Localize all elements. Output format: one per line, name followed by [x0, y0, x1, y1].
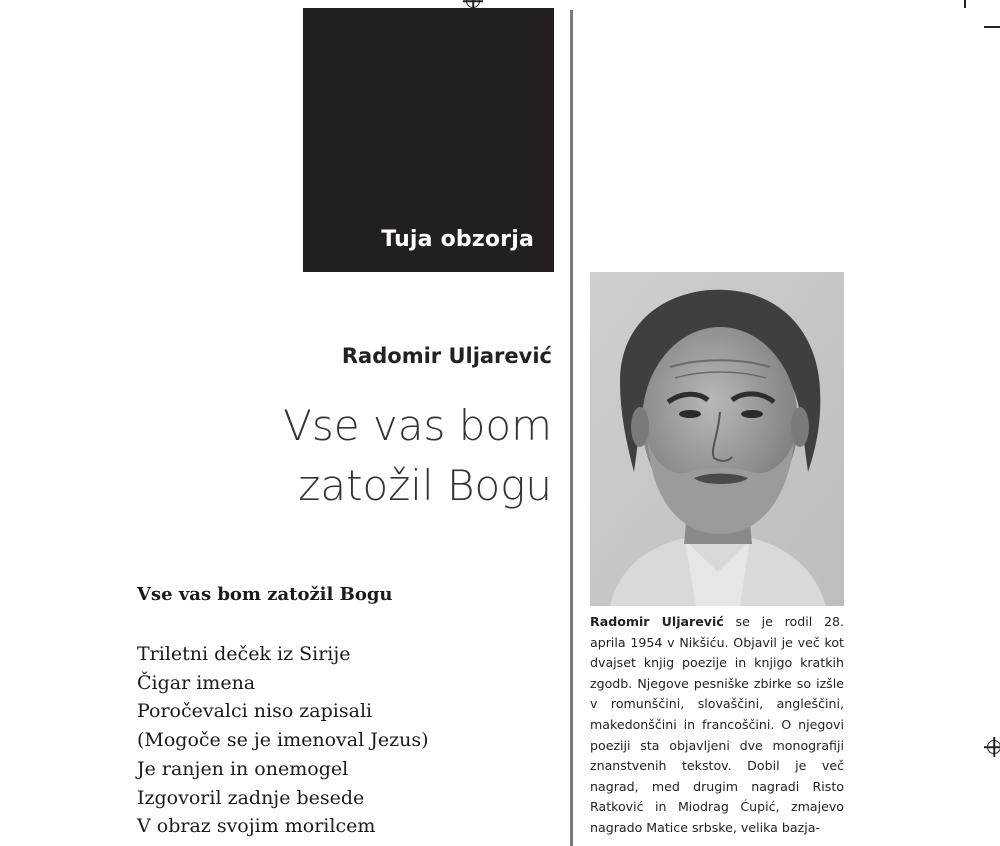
- column-divider: [570, 10, 573, 846]
- author-name: Radomir Uljarević: [341, 344, 552, 368]
- poem-line: Poročevalci niso zapisali: [137, 700, 373, 723]
- poem-title-large: [283, 396, 552, 516]
- crop-mark-top-right-horizontal: [984, 26, 1000, 28]
- section-header-box: [303, 8, 554, 272]
- poem-line: Čigar imena: [137, 671, 256, 694]
- author-portrait-icon: [590, 272, 844, 606]
- poem-title-line-2: zatožil Bogu: [298, 461, 552, 510]
- poem-title-line-1: Vse vas bom: [283, 401, 552, 450]
- poem-heading: Vse vas bom zatožil Bogu: [137, 584, 393, 605]
- poem-body: [137, 640, 429, 841]
- bio-text: se je rodil 28. aprila 1954 v Nikšiću. Objavil je več kot dvajset knjig poezije in knjigo kratkih zgodb. Njegove pesniške zbirke so izšle v romunščini, slovaščini, angleščini, makedonščini in francoščini. O njegovi poeziji sta objavljeni dve monografiji znanstvenih tekstov. Dobil je več nagrad, med drugim nagradi Risto Ratković in Miodrag Ćupić, zmajevo nagrado Matice srbske, velika bazja-: [590, 614, 844, 835]
- author-bio: [590, 612, 844, 839]
- registration-mark-top: [466, 0, 480, 8]
- author-photo: [590, 272, 844, 606]
- poem-line: (Mogoče se je imenoval Jezus): [137, 729, 429, 752]
- registration-mark-right: [987, 740, 1000, 754]
- crop-mark-top-right-vertical: [964, 0, 966, 8]
- bio-author-name: Radomir Uljarević: [590, 614, 724, 629]
- poem-line: Izgovoril zadnje besede: [137, 786, 365, 809]
- poem-line: Je ranjen in onemogel: [137, 757, 349, 780]
- poem-line: Triletni deček iz Sirije: [137, 643, 351, 665]
- poem-line: V obraz svojim morilcem: [137, 815, 376, 838]
- section-label: Tuja obzorja: [381, 227, 534, 252]
